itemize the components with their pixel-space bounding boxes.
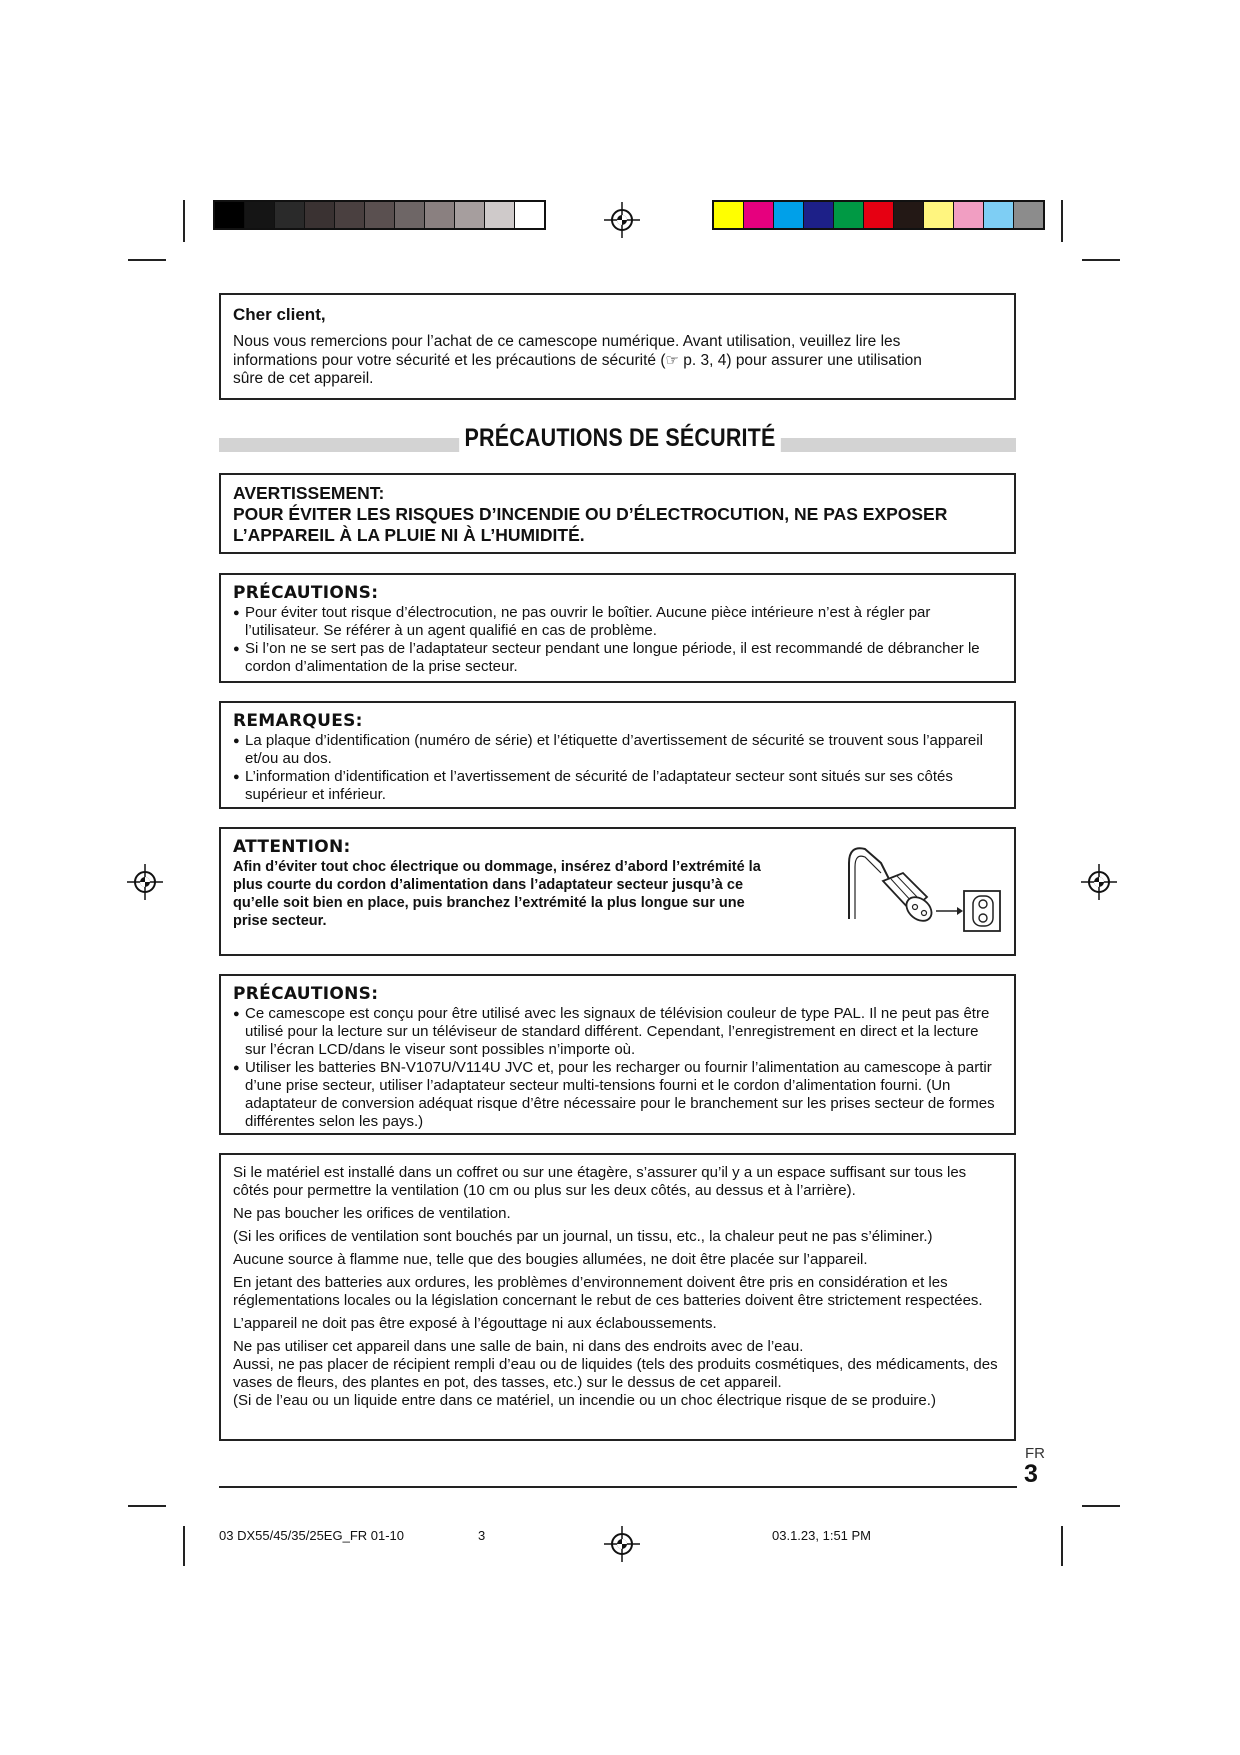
color-swatch bbox=[245, 202, 275, 228]
color-swatch bbox=[305, 202, 335, 228]
intro-text bbox=[233, 333, 1002, 389]
color-swatch bbox=[215, 202, 245, 228]
crop-mark bbox=[1082, 259, 1120, 261]
intro-box bbox=[219, 293, 1016, 400]
footer-date: 03.1.23, 1:51 PM bbox=[772, 1528, 872, 1543]
color-swatch bbox=[954, 202, 984, 228]
color-swatch bbox=[485, 202, 515, 228]
precautions-title: PRÉCAUTIONS: bbox=[233, 583, 379, 603]
color-swatch bbox=[395, 202, 425, 228]
color-swatch bbox=[984, 202, 1014, 228]
color-swatch bbox=[834, 202, 864, 228]
grayscale-swatch-bar bbox=[213, 200, 546, 230]
color-swatch bbox=[515, 202, 544, 228]
list-item: ● L’information d’identification et l’avertissement de sécurité de l’adaptateur secteur sont situés sur ses côtés supérieur et inférieur. bbox=[233, 768, 1002, 804]
info-paragraph: Si le matériel est installé dans un coffret ou sur une étagère, s’assurer qu’il y a un espace suffisant sur tous les côtés pour permettre la ventilation (10 cm ou plus sur les deux côtés, au dessus et à l’arrière). bbox=[233, 1164, 967, 1199]
list-item: ● La plaque d’identification (numéro de série) et l’étiquette d’avertissement de sécurité se trouvent sous l’appareil et/ou au dos. bbox=[233, 732, 1002, 768]
list-item: ● Pour éviter tout risque d’électrocution, ne pas ouvrir le boîtier. Aucune pièce intérieure n’est à régler par l’utilisateur. Se référer à un agent qualifié en cas de problème. bbox=[233, 604, 1002, 640]
footer-page: 3 bbox=[478, 1528, 486, 1543]
attention-line: qu’elle soit bien en place, puis branchez l’extrémité la plus longue sur une bbox=[233, 895, 745, 911]
language-label: FR bbox=[1025, 1445, 1045, 1462]
footer-rule bbox=[219, 1486, 1017, 1488]
precautions-title: PRÉCAUTIONS: bbox=[233, 984, 379, 1004]
color-swatch bbox=[425, 202, 455, 228]
info-paragraph: Ne pas utiliser cet appareil dans une salle de bain, ni dans des endroits avec de l’eau. bbox=[233, 1338, 804, 1355]
crop-mark bbox=[183, 1526, 185, 1566]
pointing-hand-icon: ☞ bbox=[665, 351, 679, 369]
crop-mark bbox=[183, 200, 185, 242]
warning-line: L’APPAREIL À LA PLUIE NI À L’HUMIDITÉ. bbox=[233, 525, 585, 545]
power-cord-plug-illustration-icon bbox=[841, 841, 1006, 947]
intro-line: informations pour votre sécurité et les précautions de sécurité ( bbox=[233, 351, 666, 369]
attention-line: prise secteur. bbox=[233, 913, 327, 929]
attention-line: Afin d’éviter tout choc électrique ou dommage, insérez d’abord l’extrémité la bbox=[233, 859, 761, 875]
list-item: ● Ce camescope est conçu pour être utilisé avec les signaux de télévision couleur de type PAL. Il ne peut pas être utilisé pour la lecture sur un téléviseur de standard différent. Cependant, l’enregistrement en direct et la lecture sur l’écran LCD/dans le viseur sont possibles n’importe où. bbox=[233, 1005, 1002, 1059]
color-swatch bbox=[864, 202, 894, 228]
section-title bbox=[87, 424, 1153, 453]
registration-target-icon bbox=[604, 1526, 640, 1562]
color-swatch-bar bbox=[712, 200, 1045, 230]
crop-mark bbox=[1082, 1505, 1120, 1507]
remarques-title: REMARQUES: bbox=[233, 711, 363, 731]
registration-target-icon bbox=[604, 202, 640, 238]
precautions-box-2 bbox=[219, 974, 1016, 1135]
info-paragraph: (Si les orifices de ventilation sont bouchés par un journal, un tissu, etc., la chaleur peut ne pas s’éliminer.) bbox=[233, 1228, 933, 1245]
color-swatch bbox=[1014, 202, 1043, 228]
info-paragraph: (Si de l’eau ou un liquide entre dans ce matériel, un incendie ou un choc électrique risque de se produire.) bbox=[233, 1392, 936, 1409]
color-swatch bbox=[455, 202, 485, 228]
registration-target-icon bbox=[127, 864, 163, 900]
attention-title: ATTENTION: bbox=[233, 837, 351, 857]
color-swatch bbox=[275, 202, 305, 228]
crop-mark bbox=[128, 259, 166, 261]
color-swatch bbox=[714, 202, 744, 228]
precautions-box-1 bbox=[219, 573, 1016, 683]
list-item: ● Si l’on ne se sert pas de l’adaptateur secteur pendant une longue période, il est recommandé de débrancher le cordon d’alimentation de la prise secteur. bbox=[233, 640, 1002, 676]
info-paragraph: Aussi, ne pas placer de récipient rempli d’eau ou de liquides (tels des produits cosmétiques, des médicaments, des vases de fleurs, des plantes en pot, des tasses, etc.) sur le dessus de cet appareil. bbox=[233, 1356, 998, 1391]
attention-box bbox=[219, 827, 1016, 956]
color-swatch bbox=[804, 202, 834, 228]
color-swatch bbox=[924, 202, 954, 228]
intro-line: p. 3, 4) pour assurer une utilisation bbox=[678, 351, 922, 369]
footer-filename: 03 DX55/45/35/25EG_FR 01-10 bbox=[219, 1528, 405, 1543]
section-title-text: PRÉCAUTIONS DE SÉCURITÉ bbox=[459, 424, 780, 452]
info-box bbox=[219, 1153, 1016, 1441]
warning-box bbox=[219, 473, 1016, 554]
warning-title: AVERTISSEMENT: bbox=[233, 483, 385, 503]
crop-mark bbox=[128, 1505, 166, 1507]
color-swatch bbox=[365, 202, 395, 228]
color-swatch bbox=[335, 202, 365, 228]
info-paragraph: Aucune source à flamme nue, telle que des bougies allumées, ne doit être placée sur l’appareil. bbox=[233, 1251, 868, 1268]
info-paragraph: En jetant des batteries aux ordures, les problèmes d’environnement doivent être pris en considération et les réglementations locales ou la législation concernant le rebut de ces batteries doivent être strictement respectées. bbox=[233, 1274, 983, 1309]
registration-target-icon bbox=[1081, 864, 1117, 900]
info-paragraph: Ne pas boucher les orifices de ventilation. bbox=[233, 1205, 511, 1222]
intro-title: Cher client, bbox=[233, 305, 326, 324]
attention-line: plus courte du cordon d’alimentation dans l’adaptateur secteur jusqu’à ce bbox=[233, 877, 744, 893]
color-swatch bbox=[744, 202, 774, 228]
color-swatch bbox=[774, 202, 804, 228]
intro-line: Nous vous remercions pour l’achat de ce camescope numérique. Avant utilisation, veuillez lire les bbox=[233, 333, 901, 350]
crop-mark bbox=[1061, 1526, 1063, 1566]
remarques-box bbox=[219, 701, 1016, 809]
warning-line: POUR ÉVITER LES RISQUES D’INCENDIE OU D’ÉLECTROCUTION, NE PAS EXPOSER bbox=[233, 504, 948, 524]
color-swatch bbox=[894, 202, 924, 228]
list-item: ● Utiliser les batteries BN-V107U/V114U JVC et, pour les recharger ou fournir l’alimentation au camescope à partir d’une prise secteur, utiliser l’adaptateur secteur multi-tensions fourni et le cordon d’alimentation fourni. (Un adaptateur de conversion adéquat risque d’être nécessaire pour le branchement sur les prises secteur de formes différentes selon les pays.) bbox=[233, 1059, 1002, 1131]
crop-mark bbox=[1061, 200, 1063, 242]
info-paragraph: L’appareil ne doit pas être exposé à l’égouttage ni aux éclaboussements. bbox=[233, 1315, 717, 1332]
intro-line: sûre de cet appareil. bbox=[233, 370, 374, 387]
page-number: 3 bbox=[1024, 1460, 1038, 1488]
